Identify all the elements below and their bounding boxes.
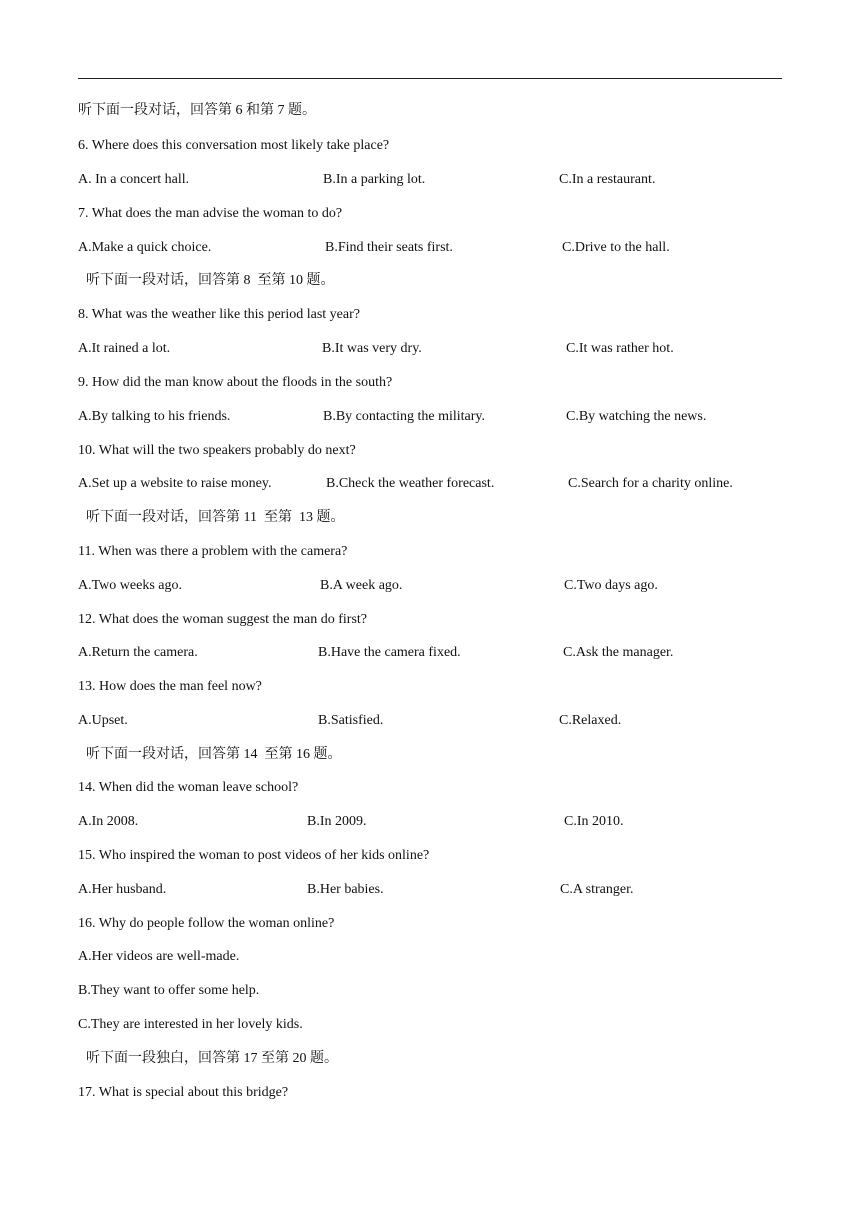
q10-option-c: C.Search for a charity online.: [568, 476, 733, 491]
question-6: 6. Where does this conversation most likely take place?: [78, 138, 390, 153]
q9-option-a: A.By talking to his friends.: [78, 409, 231, 424]
q12-option-a: A.Return the camera.: [78, 645, 198, 660]
question-15: 15. Who inspired the woman to post videos of her kids online?: [78, 848, 430, 863]
q13-option-b: B.Satisfied.: [318, 713, 384, 728]
q8-option-c: C.It was rather hot.: [566, 341, 674, 356]
header-rule: [78, 78, 782, 79]
q13-option-a: A.Upset.: [78, 713, 128, 728]
section-instruction-8-10: 听下面一段对话，回答第 8 至第 10 题。: [86, 273, 335, 288]
q12-option-c: C.Ask the manager.: [563, 645, 674, 660]
q16-option-a: A.Her videos are well-made.: [78, 949, 240, 964]
q12-option-b: B.Have the camera fixed.: [318, 645, 461, 660]
q11-option-b: B.A week ago.: [320, 578, 403, 593]
q7-option-c: C.Drive to the hall.: [562, 240, 670, 255]
section-instruction-17-20: 听下面一段独白，回答第 17 至第 20 题。: [86, 1051, 338, 1066]
q13-option-c: C.Relaxed.: [559, 713, 622, 728]
question-16: 16. Why do people follow the woman online?: [78, 916, 335, 931]
q11-option-a: A.Two weeks ago.: [78, 578, 182, 593]
question-7: 7. What does the man advise the woman to do?: [78, 206, 343, 221]
question-8: 8. What was the weather like this period last year?: [78, 307, 360, 322]
q14-option-a: A.In 2008.: [78, 814, 139, 829]
q16-option-b: B.They want to offer some help.: [78, 983, 260, 998]
section-instruction-6-7: 听下面一段对话，回答第 6 和第 7 题。: [78, 103, 316, 118]
question-12: 12. What does the woman suggest the man do first?: [78, 612, 368, 627]
q7-option-a: A.Make a quick choice.: [78, 240, 212, 255]
q9-option-b: B.By contacting the military.: [323, 409, 486, 424]
q14-option-b: B.In 2009.: [307, 814, 367, 829]
q11-option-c: C.Two days ago.: [564, 578, 658, 593]
q6-option-c: C.In a restaurant.: [559, 172, 656, 187]
q7-option-b: B.Find their seats first.: [325, 240, 453, 255]
q9-option-c: C.By watching the news.: [566, 409, 707, 424]
q8-option-b: B.It was very dry.: [322, 341, 422, 356]
section-instruction-14-16: 听下面一段对话，回答第 14 至第 16 题。: [86, 747, 342, 762]
q14-option-c: C.In 2010.: [564, 814, 624, 829]
q16-option-c: C.They are interested in her lovely kids.: [78, 1017, 303, 1032]
q15-option-a: A.Her husband.: [78, 882, 167, 897]
question-11: 11. When was there a problem with the camera?: [78, 544, 348, 559]
question-10: 10. What will the two speakers probably do next?: [78, 443, 356, 458]
q15-option-b: B.Her babies.: [307, 882, 384, 897]
question-14: 14. When did the woman leave school?: [78, 780, 299, 795]
q10-option-b: B.Check the weather forecast.: [326, 476, 495, 491]
q10-option-a: A.Set up a website to raise money.: [78, 476, 272, 491]
question-13: 13. How does the man feel now?: [78, 679, 262, 694]
q6-option-b: B.In a parking lot.: [323, 172, 426, 187]
section-instruction-11-13: 听下面一段对话，回答第 11 至第 13 题。: [86, 510, 345, 525]
q8-option-a: A.It rained a lot.: [78, 341, 171, 356]
q6-option-a: A. In a concert hall.: [78, 172, 190, 187]
q15-option-c: C.A stranger.: [560, 882, 634, 897]
question-9: 9. How did the man know about the floods in the south?: [78, 375, 393, 390]
question-17: 17. What is special about this bridge?: [78, 1085, 289, 1100]
